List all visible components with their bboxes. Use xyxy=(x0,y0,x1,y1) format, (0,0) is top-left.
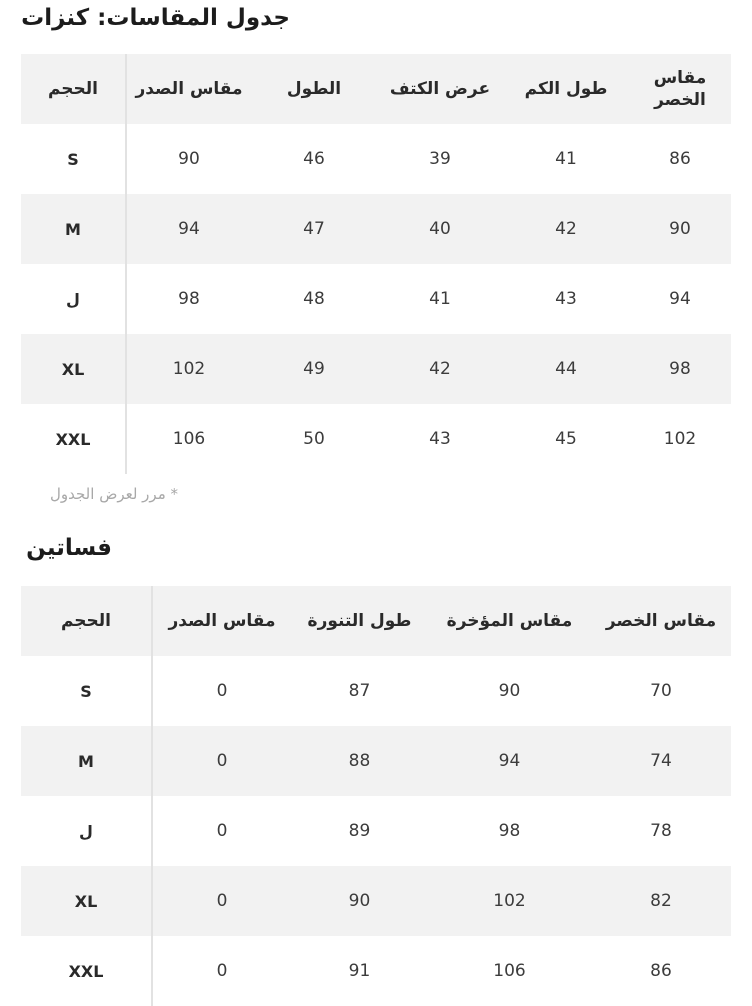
skirt-length-cell: 89 xyxy=(348,821,371,841)
size-cell: M xyxy=(21,194,126,264)
header-skirt-length: طول التنورة xyxy=(307,611,412,631)
hip-cell: 94 xyxy=(498,751,521,771)
header-waist: مقاس الخصر xyxy=(653,68,707,110)
waist-cell: 78 xyxy=(650,821,672,841)
header-sleeve: طول الكم xyxy=(524,79,608,99)
size-cell: ل xyxy=(21,264,126,334)
chest-cell: 0 xyxy=(216,961,228,981)
shoulder-cell: 39 xyxy=(429,149,451,169)
length-cell: 47 xyxy=(303,219,325,239)
waist-cell: 102 xyxy=(663,429,697,449)
table-row xyxy=(21,656,731,726)
size-cell: XXL xyxy=(21,404,126,474)
header-size: الحجم xyxy=(21,54,126,124)
header-length: الطول xyxy=(286,79,342,99)
size-cell: XL xyxy=(21,334,126,404)
header-chest: مقاس الصدر xyxy=(135,79,243,99)
chest-cell: 102 xyxy=(172,359,206,379)
shirts-size-table[interactable] xyxy=(21,54,731,474)
table-row xyxy=(21,404,731,474)
length-cell: 46 xyxy=(303,149,325,169)
table-header-row xyxy=(21,54,731,124)
table-row xyxy=(21,866,731,936)
waist-cell: 98 xyxy=(669,359,691,379)
skirt-length-cell: 87 xyxy=(348,681,371,701)
sleeve-cell: 45 xyxy=(555,429,577,449)
table-row xyxy=(21,124,731,194)
hip-cell: 106 xyxy=(493,961,526,981)
dresses-table-title: فساتين xyxy=(26,535,112,561)
dresses-size-table[interactable] xyxy=(21,586,732,1006)
table-row xyxy=(21,726,731,796)
sleeve-cell: 41 xyxy=(555,149,577,169)
length-cell: 50 xyxy=(303,429,325,449)
header-waist: مقاس الخصر xyxy=(605,611,717,631)
chest-cell: 94 xyxy=(178,219,200,239)
skirt-length-cell: 90 xyxy=(348,891,371,911)
chest-cell: 0 xyxy=(216,751,228,771)
size-cell: XXL xyxy=(21,936,152,1006)
chest-cell: 106 xyxy=(172,429,206,449)
table-row xyxy=(21,936,731,1006)
waist-cell: 86 xyxy=(669,149,691,169)
waist-cell: 86 xyxy=(650,961,672,981)
table-row xyxy=(21,334,731,404)
scroll-hint: * مرر لعرض الجدول xyxy=(49,485,178,503)
skirt-length-cell: 91 xyxy=(348,961,371,981)
header-size: الحجم xyxy=(21,586,152,656)
hip-cell: 102 xyxy=(493,891,526,911)
header-hip: مقاس المؤخرة xyxy=(446,611,573,631)
chest-cell: 0 xyxy=(216,681,228,701)
table-row xyxy=(21,264,731,334)
shirts-table-title: جدول المقاسات: كنزات xyxy=(21,5,290,31)
table-row xyxy=(21,796,731,866)
size-cell: S xyxy=(21,656,152,726)
waist-cell: 94 xyxy=(669,289,691,309)
skirt-length-cell: 88 xyxy=(348,751,371,771)
size-cell: ل xyxy=(21,796,152,866)
shoulder-cell: 40 xyxy=(429,219,451,239)
waist-cell: 70 xyxy=(650,681,672,701)
chest-cell: 90 xyxy=(178,149,200,169)
length-cell: 48 xyxy=(303,289,325,309)
shoulder-cell: 42 xyxy=(429,359,451,379)
shoulder-cell: 43 xyxy=(429,429,451,449)
waist-cell: 90 xyxy=(669,219,691,239)
shoulder-cell: 41 xyxy=(429,289,451,309)
hip-cell: 90 xyxy=(498,681,521,701)
header-shoulder: عرض الكتف xyxy=(389,79,491,99)
sleeve-cell: 44 xyxy=(555,359,577,379)
size-cell: XL xyxy=(21,866,152,936)
chest-cell: 0 xyxy=(216,821,228,841)
table-row xyxy=(21,194,731,264)
waist-cell: 82 xyxy=(650,891,672,911)
chest-cell: 0 xyxy=(216,891,228,911)
sleeve-cell: 43 xyxy=(555,289,577,309)
chest-cell: 98 xyxy=(178,289,200,309)
sleeve-cell: 42 xyxy=(555,219,577,239)
waist-cell: 74 xyxy=(650,751,672,771)
table-header-row xyxy=(21,586,731,656)
header-chest: مقاس الصدر xyxy=(168,611,276,631)
hip-cell: 98 xyxy=(498,821,521,841)
length-cell: 49 xyxy=(303,359,325,379)
size-cell: M xyxy=(21,726,152,796)
size-cell: S xyxy=(21,124,126,194)
